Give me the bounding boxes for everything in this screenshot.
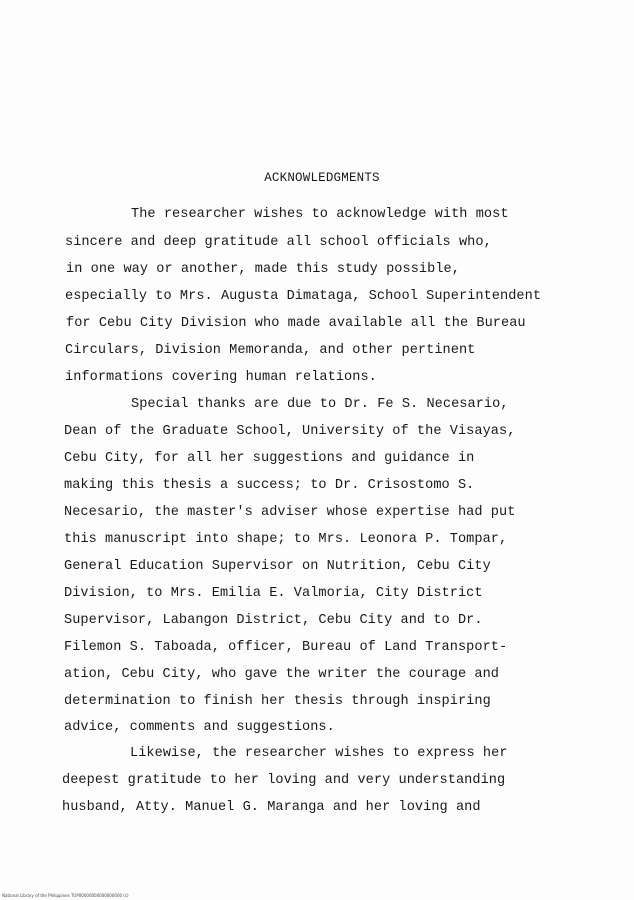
text-line: husband, Atty. Manuel G. Maranga and her loving and xyxy=(62,800,481,815)
text-line: determination to finish her thesis through inspiring xyxy=(64,694,491,709)
text-line: Supervisor, Labangon District, Cebu City and to Dr. xyxy=(64,613,483,628)
text-line: for Cebu City Division who made available all the Bureau xyxy=(66,316,526,331)
text-line: The researcher wishes to acknowledge with most xyxy=(131,207,509,222)
text-line: informations covering human relations. xyxy=(65,370,377,385)
text-line: Filemon S. Taboada, officer, Bureau of Land Transport- xyxy=(64,640,508,655)
text-line: Necesario, the master's adviser whose expertise had put xyxy=(64,505,516,520)
text-line: especially to Mrs. Augusta Dimataga, School Superintendent xyxy=(65,289,542,304)
footer-note: National Library of the Philippines TUP00000000000000000 (c) xyxy=(2,893,129,898)
text-line: making this thesis a success; to Dr. Crisostomo S. xyxy=(64,478,475,493)
text-line: General Education Supervisor on Nutrition, Cebu City xyxy=(64,559,491,574)
page-title: ACKNOWLEDGMENTS xyxy=(264,171,380,185)
text-line: in one way or another, made this study possible, xyxy=(66,262,460,277)
text-line: Special thanks are due to Dr. Fe S. Necesario, xyxy=(131,397,509,412)
text-line: sincere and deep gratitude all school officials who, xyxy=(65,235,492,250)
text-line: ation, Cebu City, who gave the writer the courage and xyxy=(64,667,500,682)
text-line: Division, to Mrs. Emilia E. Valmoria, City District xyxy=(64,586,483,601)
text-line: Cebu City, for all her suggestions and guidance in xyxy=(64,451,475,466)
text-line: Circulars, Division Memoranda, and other pertinent xyxy=(65,343,476,358)
text-line: Likewise, the researcher wishes to express her xyxy=(130,746,508,761)
text-line: Dean of the Graduate School, University of the Visayas, xyxy=(64,424,516,439)
text-line: this manuscript into shape; to Mrs. Leonora P. Tompar, xyxy=(64,532,508,547)
text-line: advice, comments and suggestions. xyxy=(64,720,335,735)
text-line: deepest gratitude to her loving and very understanding xyxy=(62,773,506,788)
